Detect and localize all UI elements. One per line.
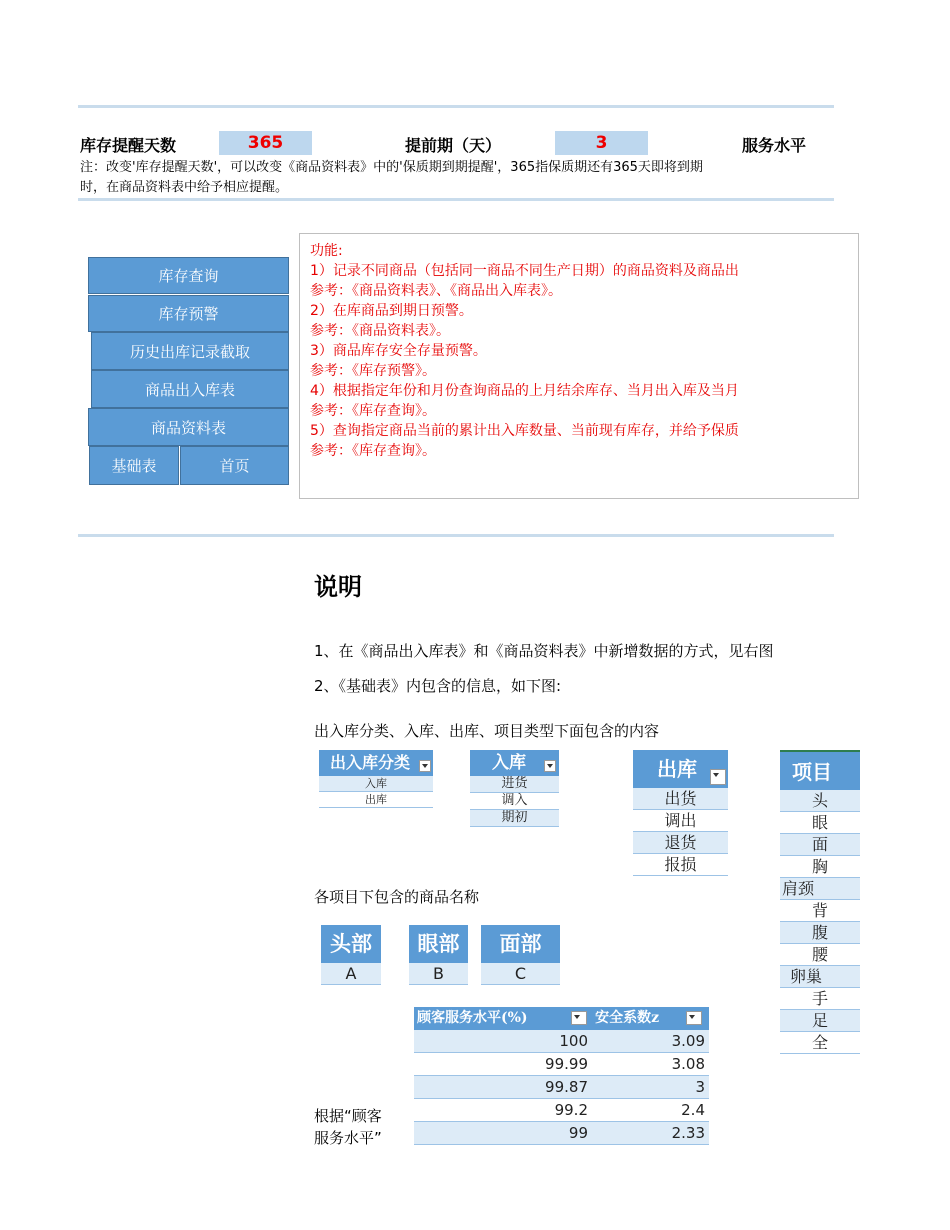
note-line-2: 时，在商品资料表中给予相应提醒。 [80, 180, 289, 195]
table-row [414, 1076, 709, 1099]
head-value: A [321, 963, 381, 985]
explain-title: 说明 [314, 573, 362, 601]
outbound-table [633, 750, 728, 876]
reminder-days-input[interactable]: 365 [219, 131, 312, 155]
face-header: 面部 [481, 925, 560, 963]
inventory-query-button[interactable]: 库存查询 [88, 257, 289, 294]
safety-factor-cell: 2.4 [681, 1101, 705, 1119]
basic-table-button[interactable]: 基础表 [89, 446, 179, 485]
inbound-header-label: 入库 [492, 753, 526, 773]
explain-line-3: 出入库分类、入库、出库、项目类型下面包含的内容 [314, 722, 660, 740]
inbound-row: 调入 [470, 793, 559, 810]
project-header: 项目 [780, 750, 860, 790]
safety-factor-cell: 3.09 [671, 1032, 705, 1050]
safety-factor-cell: 3 [695, 1078, 705, 1096]
service-level-cell: 100 [559, 1032, 588, 1050]
explain-line-2: 2、《基础表》内包含的信息，如下图: [314, 677, 562, 695]
inout-type-row: 出库 [319, 792, 433, 808]
function-line: 功能: [310, 243, 343, 259]
filter-dropdown-icon[interactable] [419, 760, 431, 772]
service-level-label: 服务水平 [742, 136, 807, 155]
project-row: 足 [780, 1010, 860, 1032]
note-line-1: 注：改变'库存提醒天数'，可以改变《商品资料表》中的'保质期到期提醒'，365指保质期还有365天即将到期 [80, 160, 703, 175]
project-table [780, 750, 860, 1054]
top-rule [78, 105, 834, 108]
eye-table [409, 925, 468, 985]
service-level-table [414, 1007, 709, 1142]
reminder-days-label: 库存提醒天数 [80, 136, 177, 155]
inbound-row: 期初 [470, 810, 559, 827]
head-table [321, 925, 381, 985]
project-row: 头 [780, 790, 860, 812]
col2-filter[interactable] [684, 1007, 709, 1030]
history-outbound-button[interactable]: 历史出库记录截取 [91, 332, 289, 370]
outbound-row: 出货 [633, 788, 728, 810]
outbound-row: 调出 [633, 810, 728, 832]
explain-line-5b: 服务水平” [314, 1129, 382, 1147]
home-button[interactable]: 首页 [180, 446, 289, 485]
goods-inout-button[interactable]: 商品出入库表 [91, 370, 289, 408]
filter-dropdown-icon[interactable] [571, 1011, 587, 1025]
project-row: 背 [780, 900, 860, 922]
explain-line-4: 各项目下包含的商品名称 [314, 888, 480, 906]
project-row: 面 [780, 834, 860, 856]
settings-rule [78, 198, 834, 201]
table-row [414, 1053, 709, 1076]
function-line: 2）在库商品到期日预警。 [310, 303, 473, 319]
eye-header: 眼部 [409, 925, 468, 963]
inbound-row: 进货 [470, 776, 559, 793]
function-line: 参考：《库存查询》。 [310, 403, 436, 419]
service-level-cell: 99.99 [545, 1055, 588, 1073]
function-line: 5）查询指定商品当前的累计出入库数量、当前现有库存，并给予保质 [310, 423, 739, 439]
function-description-box [299, 233, 859, 499]
inbound-header [470, 750, 559, 776]
service-level-cell: 99.87 [545, 1078, 588, 1096]
head-header: 头部 [321, 925, 381, 963]
explain-line-5a: 根据“顾客 [314, 1107, 382, 1125]
table-row [414, 1099, 709, 1122]
filter-dropdown-icon[interactable] [710, 769, 726, 785]
explain-line-1: 1、在《商品出入库表》和《商品资料表》中新增数据的方式，见右图 [314, 642, 774, 660]
outbound-header [633, 750, 728, 788]
section-rule [78, 534, 834, 537]
project-row: 手 [780, 988, 860, 1010]
lead-time-input[interactable]: 3 [555, 131, 648, 155]
inventory-warning-button[interactable]: 库存预警 [88, 295, 289, 332]
table-row [414, 1030, 709, 1053]
col1-filter[interactable] [565, 1007, 595, 1030]
lead-time-label: 提前期（天） [405, 136, 502, 155]
eye-value: B [409, 963, 468, 985]
outbound-row: 报损 [633, 854, 728, 876]
safety-factor-cell: 3.08 [671, 1055, 705, 1073]
face-value: C [481, 963, 560, 985]
function-line: 参考：《商品资料表》、《商品出入库表》。 [310, 283, 562, 299]
function-line: 参考：《库存查询》。 [310, 443, 436, 459]
project-row: 胸 [780, 856, 860, 878]
goods-info-button[interactable]: 商品资料表 [88, 408, 289, 446]
project-row: 肩颈 [780, 878, 860, 900]
function-line: 参考：《库存预警》。 [310, 363, 436, 379]
filter-dropdown-icon[interactable] [544, 760, 556, 772]
project-row: 全 [780, 1032, 860, 1054]
table-row [414, 1122, 709, 1145]
function-line: 4）根据指定年份和月份查询商品的上月结余库存、当月出入库及当月 [310, 383, 739, 399]
face-table [481, 925, 560, 985]
inout-type-header-label: 出入库分类 [330, 753, 411, 772]
project-row: 眼 [780, 812, 860, 834]
project-row: 腹 [780, 922, 860, 944]
safety-factor-cell: 2.33 [671, 1124, 705, 1142]
service-level-cell: 99.2 [554, 1101, 588, 1119]
project-row: 腰 [780, 944, 860, 966]
inout-type-row: 入库 [319, 776, 433, 792]
col-safety-factor: 安全系数z [595, 1010, 660, 1026]
project-row: 卵巢 [780, 966, 860, 988]
filter-dropdown-icon[interactable] [686, 1011, 702, 1025]
service-level-cell: 99 [568, 1124, 588, 1142]
inout-type-table [319, 750, 433, 808]
settings-note [80, 158, 832, 198]
function-line: 参考：《商品资料表》。 [310, 323, 450, 339]
inbound-table [470, 750, 559, 827]
outbound-row: 退货 [633, 832, 728, 854]
service-table-header [414, 1007, 709, 1030]
inout-type-header [319, 750, 433, 776]
outbound-header-label: 出库 [657, 757, 697, 781]
function-line: 1）记录不同商品（包括同一商品不同生产日期）的商品资料及商品出 [310, 263, 739, 279]
col-service-level: 顾客服务水平(%) [417, 1010, 528, 1026]
function-line: 3）商品库存安全存量预警。 [310, 343, 487, 359]
